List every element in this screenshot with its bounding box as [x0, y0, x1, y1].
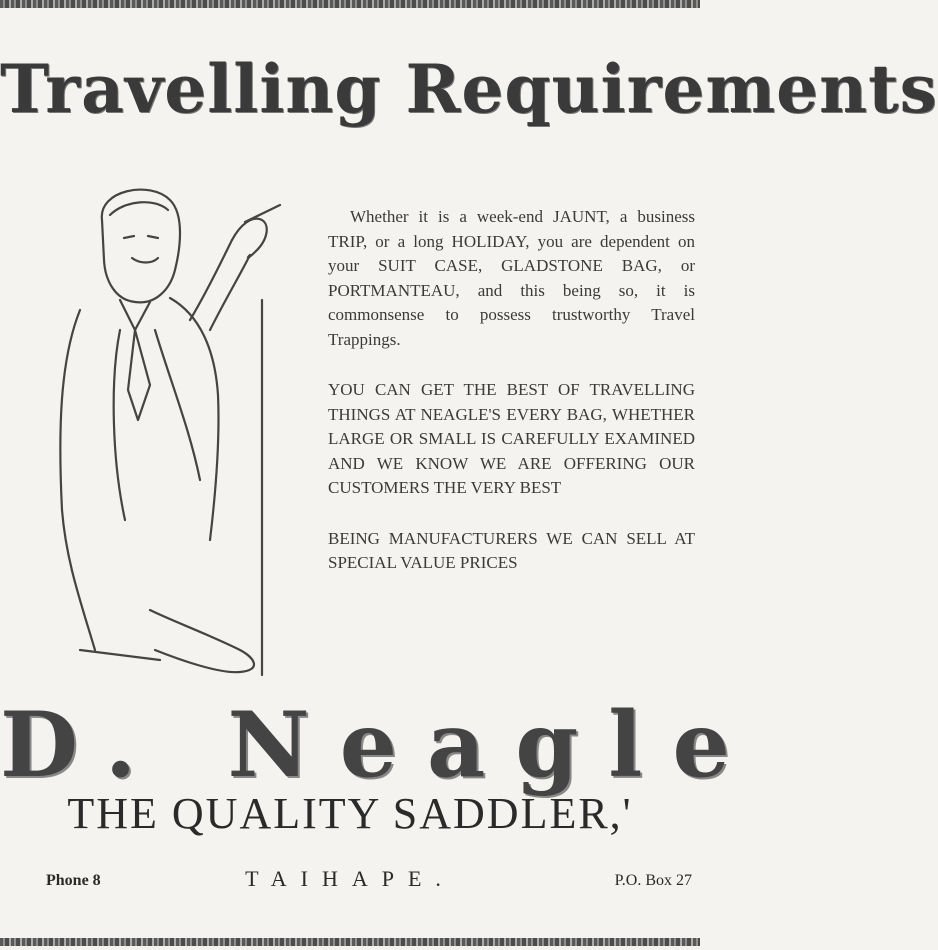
body-copy: [328, 205, 695, 576]
headline: Travelling Requirements: [0, 50, 938, 128]
phone-number: Phone 8: [46, 872, 101, 889]
best-goods-paragraph: YOU CAN GET THE BEST OF TRAVELLING THINGS AT NEAGLE'S EVERY BAG, WHETHER LARGE OR SMALL IS CAREFULLY EXAMINED AND WE KNOW WE ARE OFFERING OUR CUSTOMERS THE VERY BEST: [328, 380, 695, 497]
tagline: THE QUALITY SADDLER,': [67, 789, 633, 838]
man-pointing-illustration: [40, 180, 295, 685]
po-box: P.O. Box 27: [614, 872, 692, 889]
bottom-border-rule: [0, 938, 700, 946]
town-name: TAIHAPE.: [245, 866, 455, 891]
top-border-rule: [0, 0, 700, 8]
intro-paragraph: Whether it is a week-end JAUNT, a business TRIP, or a long HOLIDAY, you are dependent on your SUIT CASE, GLADSTONE BAG, or PORTMANTEAU, and this being so, it is commonsense to possess trustworthy Travel Trappings.: [328, 207, 695, 349]
brand-name: D. Neagle: [0, 692, 760, 798]
manufacturers-paragraph: BEING MANUFACTURERS WE CAN SELL AT SPECIAL VALUE PRICES: [328, 528, 695, 572]
